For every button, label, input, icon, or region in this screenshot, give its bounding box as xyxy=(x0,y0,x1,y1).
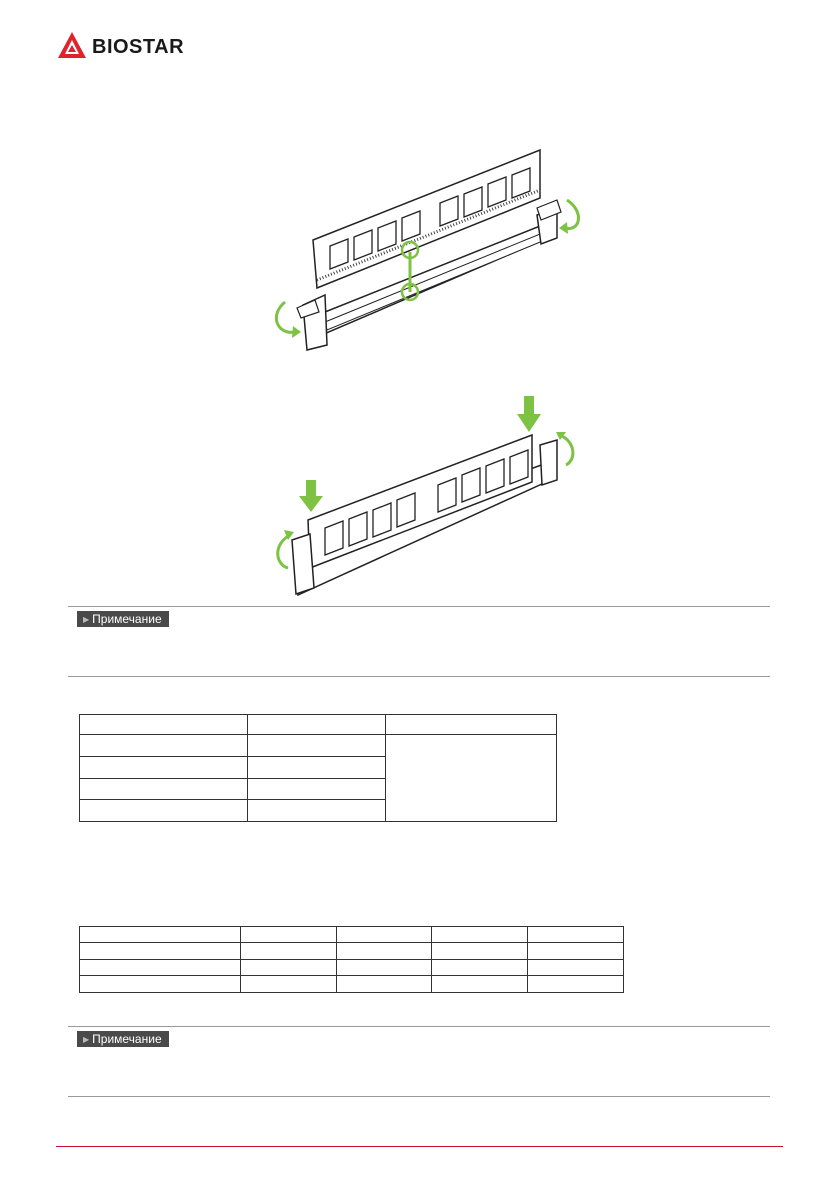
table-cell xyxy=(386,715,557,735)
table-cell xyxy=(247,757,386,779)
brand-name: BIOSTAR xyxy=(92,36,185,58)
table-row xyxy=(80,943,624,960)
table-cell xyxy=(432,927,528,943)
note-arrow-icon: ▶ xyxy=(83,1035,90,1044)
table-row xyxy=(80,927,624,943)
table-row xyxy=(80,735,557,757)
table-cell xyxy=(432,976,528,993)
memory-table-1 xyxy=(79,714,557,822)
note-bottom-rule xyxy=(68,676,770,677)
table-cell xyxy=(240,927,336,943)
note-label: Примечание xyxy=(92,612,162,626)
table-cell xyxy=(240,960,336,976)
table-cell xyxy=(336,943,432,960)
table-cell xyxy=(528,976,624,993)
table-cell xyxy=(240,976,336,993)
note-label: Примечание xyxy=(92,1032,162,1046)
table-cell xyxy=(80,757,248,779)
table-cell xyxy=(80,927,241,943)
table-cell xyxy=(80,779,248,800)
table-row xyxy=(80,715,557,735)
table-cell xyxy=(528,960,624,976)
table-cell xyxy=(80,943,241,960)
table-cell xyxy=(336,976,432,993)
table-cell xyxy=(432,943,528,960)
memory-module-alignment-icon xyxy=(255,140,585,355)
table-cell xyxy=(240,943,336,960)
table-cell xyxy=(528,927,624,943)
note-arrow-icon: ▶ xyxy=(83,615,90,624)
note-badge xyxy=(77,1031,169,1047)
note-bottom-rule xyxy=(68,1096,770,1097)
table-cell xyxy=(432,960,528,976)
table-cell xyxy=(247,779,386,800)
table-cell xyxy=(80,976,241,993)
table-cell xyxy=(386,735,557,822)
note-top-rule xyxy=(68,606,770,607)
table-cell xyxy=(528,943,624,960)
table-cell xyxy=(80,800,248,822)
table-row xyxy=(80,976,624,993)
table-cell xyxy=(80,960,241,976)
table-cell xyxy=(80,735,248,757)
note-badge xyxy=(77,611,169,627)
biostar-logo xyxy=(58,28,198,64)
memory-table-2 xyxy=(79,926,624,993)
table-cell xyxy=(247,800,386,822)
biostar-mark-icon xyxy=(58,30,92,62)
memory-module-insertion-icon xyxy=(270,390,590,600)
note-top-rule xyxy=(68,1026,770,1027)
table-cell xyxy=(247,715,386,735)
table-cell xyxy=(247,735,386,757)
table-cell xyxy=(336,927,432,943)
table-cell xyxy=(80,715,248,735)
table-row xyxy=(80,960,624,976)
footer-rule xyxy=(56,1146,783,1147)
table-cell xyxy=(336,960,432,976)
